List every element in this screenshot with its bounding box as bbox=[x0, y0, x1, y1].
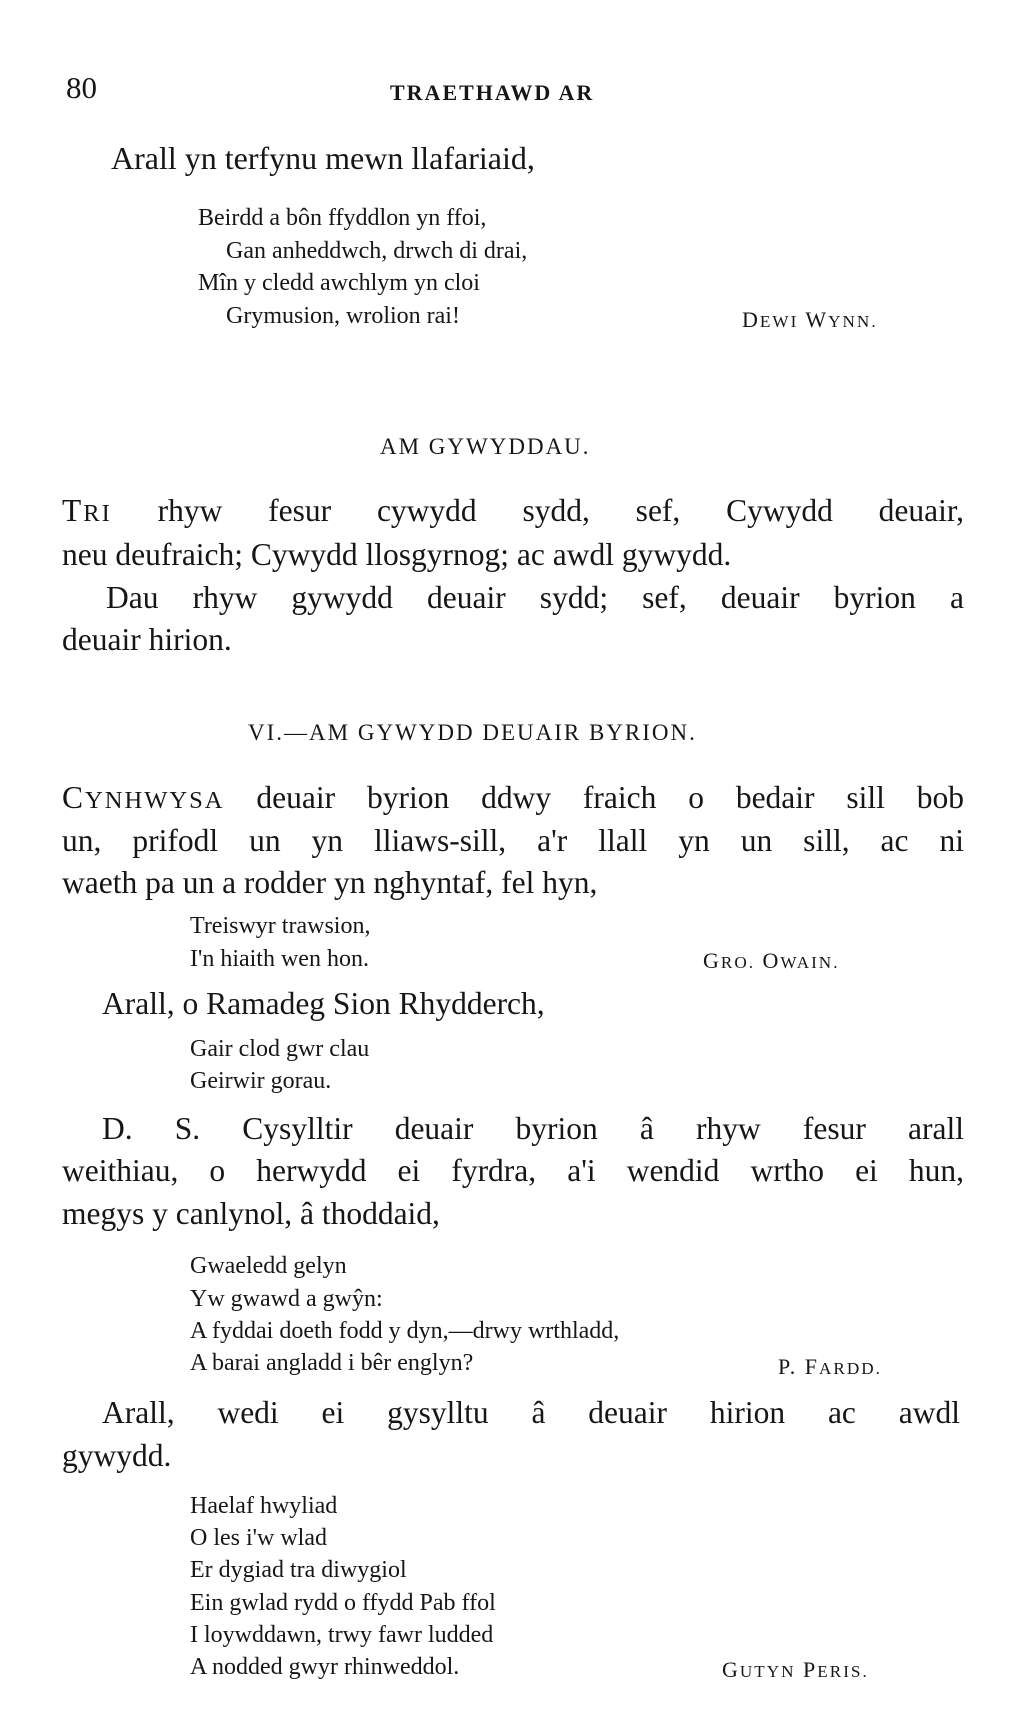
paragraph-line: Arall, wedi ei gysylltu â deuair hirion ac awdl bbox=[102, 1395, 960, 1430]
attribution-initial: W bbox=[805, 307, 829, 332]
intro-line: Arall yn terfynu mewn llafariaid, bbox=[111, 140, 535, 176]
poet-attribution bbox=[778, 1354, 882, 1380]
smallcaps-initial: C bbox=[62, 780, 86, 815]
attribution-initial: P bbox=[803, 1657, 818, 1682]
poet-attribution bbox=[703, 948, 839, 974]
paragraph bbox=[62, 1153, 964, 1189]
paragraph-line: neu deufraich; Cywydd llosgyrnog; ac awdl gywydd. bbox=[62, 537, 732, 572]
paragraph-line bbox=[62, 493, 964, 529]
attribution-initial: D bbox=[742, 307, 760, 332]
paragraph-line: D. S. Cysylltir deuair byrion â rhyw fesur arall bbox=[102, 1111, 964, 1146]
attribution-initial: G bbox=[703, 948, 721, 973]
attribution-rest: RO. bbox=[720, 953, 756, 972]
poet-attribution bbox=[722, 1657, 869, 1683]
paragraph-line: waeth pa un a rodder yn nghyntaf, fel hyn, bbox=[62, 865, 598, 900]
verse-line: Haelaf hwyliad bbox=[190, 1493, 338, 1519]
verse-line: Mîn y cledd awchlym yn cloi bbox=[198, 270, 480, 296]
paragraph-line: megys y canlynol, â thoddaid, bbox=[62, 1196, 440, 1231]
attribution-rest: ERIS. bbox=[817, 1662, 869, 1681]
attribution-rest: YNN. bbox=[828, 312, 878, 331]
paragraph bbox=[102, 1111, 964, 1147]
paragraph bbox=[102, 1395, 960, 1431]
paragraph-line: gywydd. bbox=[62, 1438, 172, 1473]
verse-line: Er dygiad tra diwygiol bbox=[190, 1557, 407, 1583]
verse-line: Gair clod gwr clau bbox=[190, 1036, 370, 1062]
smallcaps-initial: T bbox=[62, 493, 84, 528]
verse-line: Beirdd a bôn ffyddlon yn ffoi, bbox=[198, 205, 487, 231]
attribution-rest: EWI bbox=[759, 312, 799, 331]
attribution-rest: ARDD. bbox=[819, 1359, 882, 1378]
paragraph bbox=[62, 780, 964, 816]
verse-line: Grymusion, wrolion rai! bbox=[226, 303, 460, 329]
paragraph-line: Arall, o Ramadeg Sion Rhydderch, bbox=[102, 986, 545, 1021]
poet-attribution bbox=[742, 307, 878, 333]
paragraph bbox=[62, 823, 964, 859]
paragraph-text: rhyw fesur cywydd sydd, sef, Cywydd deuair, bbox=[111, 493, 964, 528]
verse-line: Yw gwawd a gwŷn: bbox=[190, 1286, 383, 1312]
attribution-rest: WAIN. bbox=[780, 953, 840, 972]
paragraph-line: weithiau, o herwydd ei fyrdra, a'i wendid wrtho ei hun, bbox=[62, 1153, 964, 1188]
verse-line: Ein gwlad rydd o ffydd Pab ffol bbox=[190, 1590, 496, 1616]
section-heading: AM GYWYDDAU. bbox=[380, 434, 591, 459]
attribution-initial: O bbox=[762, 948, 781, 973]
section-heading: VI.—AM GYWYDD DEUAIR BYRION. bbox=[248, 720, 697, 745]
page-number: 80 bbox=[66, 70, 97, 105]
verse-line: O les i'w wlad bbox=[190, 1525, 327, 1551]
attribution-initial: G bbox=[722, 1657, 740, 1682]
verse-line: Treiswyr trawsion, bbox=[190, 913, 371, 939]
verse-line: A nodded gwyr rhinweddol. bbox=[190, 1654, 460, 1680]
attribution-rest: UTYN bbox=[739, 1662, 796, 1681]
paragraph-line: deuair hirion. bbox=[62, 622, 232, 657]
verse-line: Geirwir gorau. bbox=[190, 1068, 332, 1094]
paragraph-text: deuair byrion ddwy fraich o bedair sill bob bbox=[224, 780, 964, 815]
verse-line: Gwaeledd gelyn bbox=[190, 1253, 347, 1279]
verse-line: I loywddawn, trwy fawr ludded bbox=[190, 1622, 494, 1648]
verse-line: Gan anheddwch, drwch di drai, bbox=[226, 238, 528, 264]
smallcaps-word: RI bbox=[83, 500, 112, 527]
verse-line: I'n hiaith wen hon. bbox=[190, 946, 369, 972]
paragraph bbox=[106, 580, 964, 616]
paragraph bbox=[62, 493, 964, 529]
verse-line: A fyddai doeth fodd y dyn,—drwy wrthladd, bbox=[190, 1318, 620, 1344]
smallcaps-word: YNHWYSA bbox=[85, 787, 225, 814]
paragraph-line: Dau rhyw gywydd deuair sydd; sef, deuair byrion a bbox=[106, 580, 964, 615]
verse-line: A barai angladd i bêr englyn? bbox=[190, 1350, 474, 1376]
attribution-initial: P. F bbox=[778, 1354, 820, 1379]
paragraph-line: un, prifodl un yn lliaws-sill, a'r llall yn un sill, ac ni bbox=[62, 823, 964, 858]
running-title: TRAETHAWD AR bbox=[390, 80, 595, 105]
paragraph-line bbox=[62, 780, 964, 816]
